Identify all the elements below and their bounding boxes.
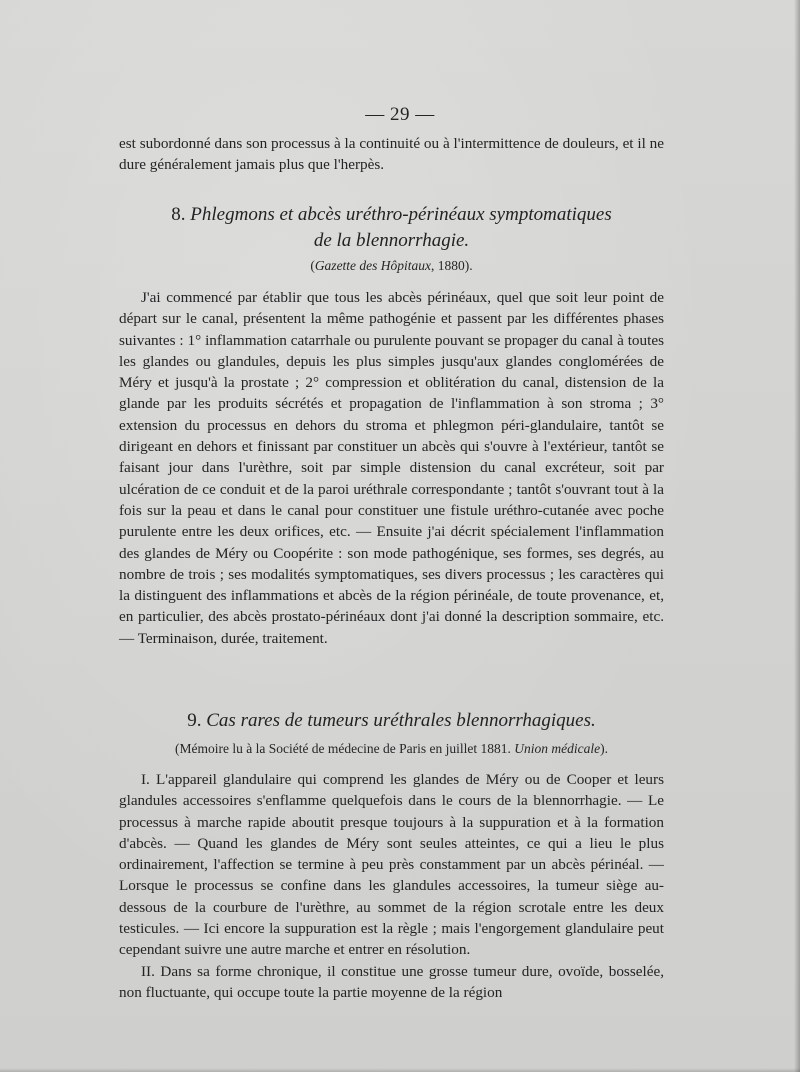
- source-journal: Gazette des Hôpitaux: [314, 258, 432, 273]
- section-8-title-line-2: de la blennorrhagie.: [313, 230, 470, 251]
- section-9-source: (Mémoire lu à la Société de médecine de Paris en juillet 1881. Union médicale).: [174, 741, 608, 756]
- section-8-source: (Gazette des Hôpitaux, 1880).: [310, 258, 473, 273]
- page-edge-shadow: [0, 1068, 800, 1072]
- section-9-body: [119, 769, 664, 1003]
- paragraph-text: I. L'appareil glandulaire qui comprend les glandes de Méry ou de Cooper et leurs glandules accessoires s'enflamme quelquefois dans le cours de la blennorrhagie. — Le processus à marche rapide aboutit presque toujours à la suppuration et à la formation d'abcès. — Quand les glandes de Méry sont seules atteintes, ce qui a lieu le plus ordinairement, l'affection se termine à peu près constamment par un abcès périnéal. — Lorsque le processus se confine dans les glandules accessoires, la tumeur siège au-dessous de la courbure de l'urèthre, au sommet de la région scrotale entre les deux testicules. — Ici encore la suppuration est la règle ; mais l'engorgement glandulaire peut cependant suivre une autre marche et entrer en résolution.: [119, 771, 664, 959]
- section-8-body: [119, 287, 664, 649]
- section-9-heading: [119, 708, 664, 734]
- section-9-number: 9.: [187, 710, 202, 731]
- section-9-title: Cas rares de tumeurs uréthrales blennorrhagiques.: [206, 710, 596, 731]
- section-8-heading: [119, 202, 664, 254]
- continued-paragraph: [119, 133, 664, 176]
- page-number: — 29 —: [365, 104, 435, 125]
- paragraph-text: est subordonné dans son processus à la continuité ou à l'intermittence de douleurs, et il ne dure généralement jamais plus que l'herpès.: [119, 135, 664, 174]
- paragraph-text: J'ai commencé par établir que tous les abcès périnéaux, quel que soit leur point de départ sur le canal, présentent la même pathogénie et passent par les différentes phases suivantes : 1° inflammation catarrhale ou purulente pouvant se propager du canal à toutes les glandes ou glandules, depuis les plus simples jusqu'aux glandes conglomérées de Méry et jusqu'à la prostate ; 2° compression et oblitération du canal, distension de la glande par les produits sécrétés et propagation de l'inflammation à son stroma ; 3° extension du processus en dehors du stroma et phlegmon péri-glandulaire, tantôt se dirigeant en dehors et finissant par constituer un abcès qui s'ouvre à l'extérieur, tantôt se faisant jour dans l'urèthre, soit par simple distension du canal excréteur, soit par ulcération de ce conduit et de la paroi uréthrale correspondante ; tantôt s'ouvrant tout à la fois sur la peau et dans le canal pour constituer une fistule uréthro-cutanée avec poche purulente entre les deux orifices, etc. — Ensuite j'ai décrit spécialement l'inflammation des glandes de Méry ou Coopérite : son mode pathogénique, ses formes, ses degrés, au nombre de trois ; ses modalités symptomatiques, ses divers processus ; les caractères qui la distinguent des inflammations et abcès de la région périnéale, de toute provenance, et, en particulier, des abcès prostato-périnéaux dont j'ai donné la description sommaire, etc. — Terminaison, durée, traitement.: [119, 289, 664, 647]
- section-8-number: 8.: [171, 204, 186, 225]
- section-8-title: Phlegmons et abcès uréthro-périnéaux symptomatiques: [190, 204, 612, 225]
- section-8-title-line-1: [119, 202, 664, 228]
- page-edge-shadow: [794, 0, 800, 1072]
- paragraph-text: II. Dans sa forme chronique, il constitue une grosse tumeur dure, ovoïde, bosselée, non fluctuante, qui occupe toute la partie moyenne de la région: [119, 962, 664, 1001]
- source-journal: Union médicale: [514, 741, 601, 756]
